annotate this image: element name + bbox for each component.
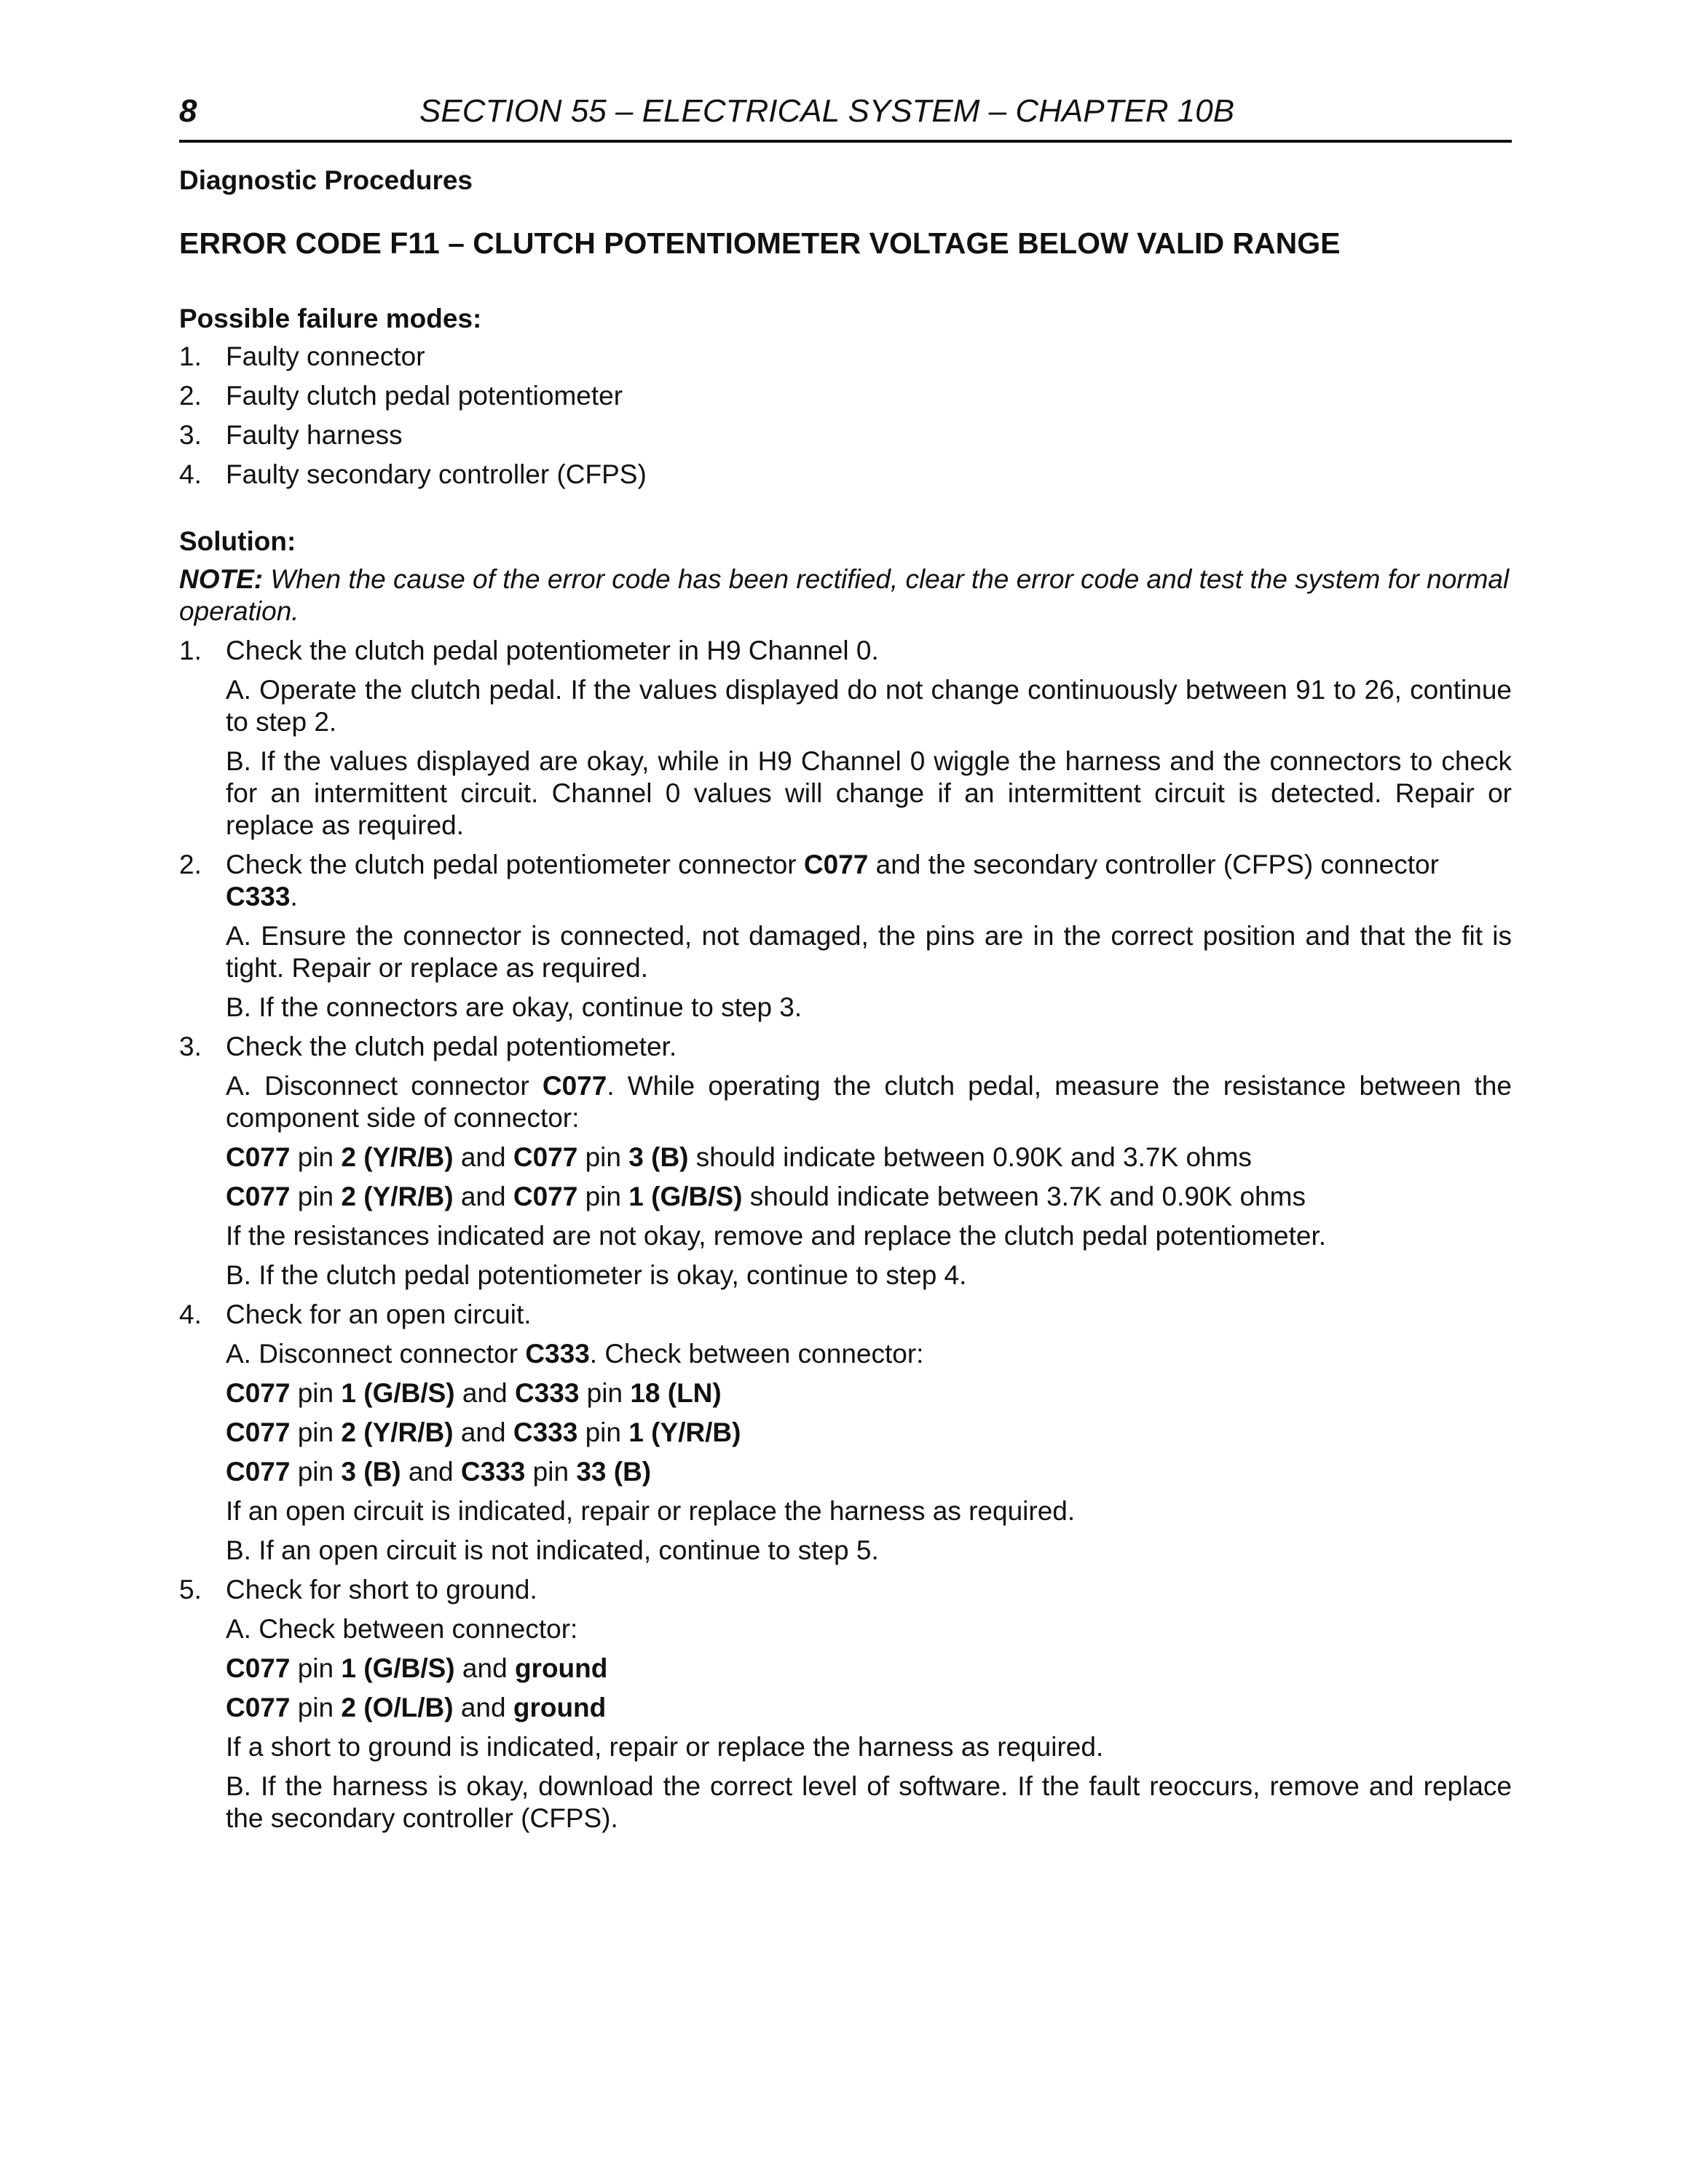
step-number: 4.: [179, 1299, 202, 1329]
text-segment: A. Ensure the connector is connected, not damaged, the pins are in the correct position and that the fit is tight. Repair or replace as required.: [226, 921, 1512, 983]
note: [179, 563, 1512, 628]
bold-text: C333: [226, 882, 291, 911]
bold-text: 1 (G/B/S): [628, 1182, 743, 1211]
step-detail: [226, 1495, 1512, 1527]
bold-text: C333: [513, 1417, 578, 1447]
solution-heading: Solution:: [179, 526, 296, 556]
step-number: 1.: [179, 636, 202, 665]
text-segment: and: [454, 1378, 515, 1408]
text-segment: and: [453, 1182, 513, 1211]
bold-text: C077: [513, 1182, 578, 1211]
bold-text: C077: [226, 1182, 291, 1211]
step-detail: [226, 674, 1512, 738]
page-number: 8: [179, 93, 197, 129]
failure-mode-item: [179, 459, 1512, 491]
section-title: SECTION 55 – ELECTRICAL SYSTEM – CHAPTER 10B: [419, 93, 1235, 129]
item-text: Faulty harness: [226, 420, 403, 450]
step-text: [226, 849, 1512, 913]
step-detail: [226, 1417, 1512, 1449]
bold-text: 33 (B): [576, 1457, 652, 1487]
text-segment: pin: [577, 1417, 629, 1447]
step-detail: [226, 1535, 1512, 1567]
step-detail: [226, 1456, 1512, 1488]
page-header: [179, 93, 1512, 143]
bold-text: C077: [542, 1071, 607, 1101]
text-segment: pin: [290, 1142, 342, 1172]
step-detail: [226, 1653, 1512, 1685]
step-text: Check for an open circuit.: [226, 1299, 532, 1329]
step-detail: [226, 1259, 1512, 1291]
step-number: 5.: [179, 1575, 202, 1605]
bold-text: C077: [226, 1457, 291, 1487]
text-segment: pin: [290, 1417, 342, 1447]
note-text: When the cause of the error code has been rectified, clear the error code and test the system for normal operation.: [179, 564, 1510, 626]
bold-text: C077: [226, 1417, 291, 1447]
text-segment: Check the clutch pedal potentiometer connector: [226, 850, 804, 879]
text-segment: A. Check between connector:: [226, 1614, 578, 1644]
text-segment: pin: [290, 1693, 342, 1722]
text-segment: A. Disconnect connector: [226, 1071, 543, 1101]
solution-step: [179, 1299, 1512, 1567]
step-text: Check for short to ground.: [226, 1575, 537, 1605]
solution-step: [179, 1574, 1512, 1835]
bold-text: 18 (LN): [630, 1378, 722, 1408]
text-segment: If a short to ground is indicated, repair or replace the harness as required.: [226, 1732, 1104, 1762]
item-text: Faulty connector: [226, 341, 425, 371]
bold-text: ground: [514, 1653, 608, 1683]
step-detail: [226, 1731, 1512, 1763]
failure-mode-item: [179, 341, 1512, 373]
text-segment: pin: [290, 1378, 342, 1408]
text-segment: . Check between connector:: [589, 1339, 924, 1369]
text-segment: . While operating the clutch pedal, measure the resistance between the component side of connector:: [226, 1071, 1512, 1133]
bold-text: 1 (G/B/S): [341, 1653, 455, 1683]
step-number: 3.: [179, 1032, 202, 1061]
solution-steps: [179, 635, 1512, 1835]
solution-step: [179, 1031, 1512, 1291]
bold-text: C333: [514, 1378, 580, 1408]
failure-modes-list: [179, 341, 1512, 491]
bold-text: 2 (Y/R/B): [341, 1182, 454, 1211]
bold-text: C077: [513, 1142, 578, 1172]
step-detail: [226, 745, 1512, 842]
text-segment: should indicate between 3.7K and 0.90K ohms: [742, 1182, 1306, 1211]
text-segment: pin: [290, 1182, 342, 1211]
text-segment: pin: [290, 1653, 342, 1683]
solution-step: [179, 635, 1512, 842]
bold-text: C077: [803, 850, 869, 879]
text-segment: and the secondary controller (CFPS) connector: [868, 850, 1439, 879]
bold-text: ground: [513, 1693, 607, 1722]
failure-modes-heading: Possible failure modes:: [179, 304, 482, 333]
bold-text: 2 (Y/R/B): [341, 1142, 454, 1172]
page-content: [179, 165, 1512, 1842]
bold-text: 3 (B): [341, 1457, 401, 1487]
step-text: Check the clutch pedal potentiometer in H9 Channel 0.: [226, 636, 879, 665]
bold-text: 2 (Y/R/B): [341, 1417, 454, 1447]
item-number: 1.: [179, 341, 202, 371]
text-segment: B. If an open circuit is not indicated, continue to step 5.: [226, 1535, 879, 1565]
bold-text: 1 (Y/R/B): [628, 1417, 741, 1447]
bold-text: 1 (G/B/S): [341, 1378, 455, 1408]
step-detail: [226, 1181, 1512, 1213]
text-segment: and: [454, 1653, 515, 1683]
bold-text: C077: [226, 1378, 291, 1408]
text-segment: If the resistances indicated are not okay, remove and replace the clutch pedal potentiometer.: [226, 1221, 1327, 1251]
bold-text: C077: [226, 1653, 291, 1683]
error-code-title: ERROR CODE F11 – CLUTCH POTENTIOMETER VOLTAGE BELOW VALID RANGE: [179, 226, 1341, 260]
bold-text: 2 (O/L/B): [341, 1693, 454, 1722]
step-detail: [226, 1070, 1512, 1134]
solution-step: [179, 849, 1512, 1024]
bold-text: C333: [460, 1457, 526, 1487]
step-detail: [226, 1770, 1512, 1835]
bold-text: C077: [226, 1693, 291, 1722]
step-detail: [226, 1142, 1512, 1174]
text-segment: B. If the values displayed are okay, while in H9 Channel 0 wiggle the harness and the connectors to check for an intermittent circuit. Channel 0 values will change if an intermittent circuit is detected. Repair or replace as required.: [226, 746, 1512, 840]
text-segment: pin: [577, 1182, 629, 1211]
item-number: 3.: [179, 420, 202, 450]
step-detail: [226, 1220, 1512, 1252]
note-label: NOTE:: [179, 564, 264, 594]
failure-mode-item: [179, 380, 1512, 412]
text-segment: and: [453, 1693, 513, 1722]
text-segment: A. Disconnect connector: [226, 1339, 526, 1369]
bold-text: 3 (B): [628, 1142, 689, 1172]
item-text: Faulty clutch pedal potentiometer: [226, 381, 623, 411]
item-number: 4.: [179, 459, 202, 489]
text-segment: If an open circuit is indicated, repair or replace the harness as required.: [226, 1496, 1076, 1526]
step-number: 2.: [179, 850, 202, 879]
text-segment: pin: [525, 1457, 577, 1487]
text-segment: should indicate between 0.90K and 3.7K ohms: [688, 1142, 1252, 1172]
text-segment: .: [290, 882, 298, 911]
subheading: Diagnostic Procedures: [179, 165, 473, 195]
text-segment: A. Operate the clutch pedal. If the values displayed do not change continuously between 91 to 26, continue to step 2.: [226, 675, 1512, 737]
text-segment: B. If the clutch pedal potentiometer is okay, continue to step 4.: [226, 1260, 967, 1290]
step-detail: [226, 992, 1512, 1024]
text-segment: B. If the connectors are okay, continue to step 3.: [226, 992, 802, 1022]
failure-mode-item: [179, 419, 1512, 451]
text-segment: pin: [579, 1378, 631, 1408]
text-segment: pin: [577, 1142, 629, 1172]
bold-text: C077: [226, 1142, 291, 1172]
step-detail: [226, 1692, 1512, 1724]
text-segment: and: [453, 1142, 513, 1172]
text-segment: B. If the harness is okay, download the correct level of software. If the fault reoccurs, remove and replace the secondary controller (CFPS).: [226, 1771, 1512, 1833]
text-segment: and: [453, 1417, 513, 1447]
text-segment: and: [401, 1457, 461, 1487]
step-detail: [226, 1377, 1512, 1409]
step-detail: [226, 1338, 1512, 1370]
bold-text: C333: [525, 1339, 590, 1369]
item-text: Faulty secondary controller (CFPS): [226, 459, 647, 489]
step-text: Check the clutch pedal potentiometer.: [226, 1032, 677, 1061]
item-number: 2.: [179, 381, 202, 411]
text-segment: pin: [290, 1457, 342, 1487]
step-detail: [226, 920, 1512, 984]
step-detail: [226, 1613, 1512, 1645]
